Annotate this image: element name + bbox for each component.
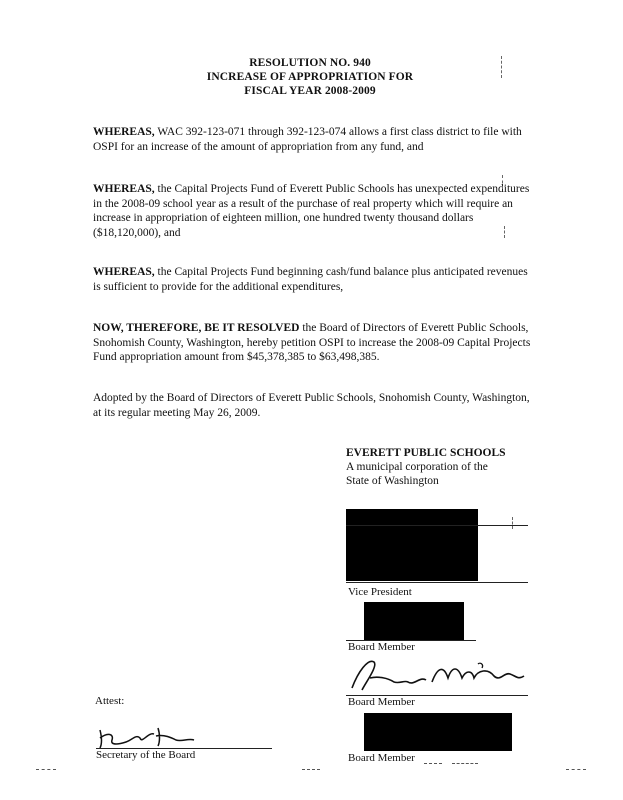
scan-artifact-mark <box>504 226 505 238</box>
secretary-label: Secretary of the Board <box>96 749 196 761</box>
whereas-paragraph-1 <box>93 125 533 154</box>
resolution-heading <box>150 56 470 98</box>
resolved-paragraph <box>93 321 533 365</box>
vice-president-label: Vice President <box>348 586 412 598</box>
whereas-lead-2: WHEREAS, <box>93 183 155 195</box>
scan-artifact-mark <box>512 517 513 529</box>
redacted-signature-vice-president <box>346 509 478 581</box>
scan-artifact-mark <box>502 175 503 189</box>
board-member-3-label: Board Member <box>348 752 415 764</box>
whereas-text-3: the Capital Projects Fund beginning cash/fund balance plus anticipated revenues is sufficient to provide for the additional expenditures, <box>93 266 528 293</box>
handwritten-signature-board-member-2 <box>348 652 528 696</box>
whereas-text-1: WAC 392-123-071 through 392-123-074 allows a first class district to file with OSPI for an increase of the amount of appropriation from any fund, and <box>93 126 522 153</box>
whereas-text-2: the Capital Projects Fund of Everett Public Schools has unexpected expenditures in the 2008-09 school year as a result of the purchase of real property which will require an increase in appropriation of eighteen million, one hundred twenty thousand dollars ($18,120,000), and <box>93 183 530 239</box>
resolved-text: the Board of Directors of Everett Public Schools, Snohomish County, Washington, hereby petition OSPI to increase the 2008-09 Capital Projects Fund appropriation amount from $45,378,385 to $63,498,385. <box>93 322 531 363</box>
dash-mark <box>424 763 442 764</box>
attest-label: Attest: <box>95 695 125 707</box>
handwritten-signature-secretary <box>96 724 226 750</box>
organization-block <box>346 446 506 488</box>
redacted-signature-board-member-1 <box>364 602 464 640</box>
resolution-number: RESOLUTION NO. 940 <box>249 57 371 69</box>
signature-line-vice-president <box>346 582 528 583</box>
scan-artifact-mark <box>501 56 502 78</box>
whereas-lead-3: WHEREAS, <box>93 266 155 278</box>
scan-artifact-mark <box>302 769 320 770</box>
whereas-paragraph-2 <box>93 182 533 240</box>
organization-description: A municipal corporation of the <box>346 461 488 473</box>
board-member-2-label: Board Member <box>348 696 415 708</box>
board-member-1-label: Board Member <box>348 641 415 653</box>
organization-name: EVERETT PUBLIC SCHOOLS <box>346 447 506 459</box>
adopted-paragraph: Adopted by the Board of Directors of Everett Public Schools, Snohomish County, Washington, at its regular meeting May 26, 2009. <box>93 392 530 419</box>
organization-state: State of Washington <box>346 475 439 487</box>
signature-line-extension <box>346 525 528 526</box>
scan-artifact-mark <box>566 769 586 770</box>
resolved-lead: NOW, THEREFORE, BE IT RESOLVED <box>93 322 300 334</box>
fiscal-year: FISCAL YEAR 2008-2009 <box>244 85 376 97</box>
whereas-paragraph-3 <box>93 265 533 294</box>
resolution-subject: INCREASE OF APPROPRIATION FOR <box>206 71 414 83</box>
scan-artifact-mark <box>36 769 56 770</box>
whereas-lead-1: WHEREAS, <box>93 126 155 138</box>
redacted-signature-board-member-3 <box>364 713 512 751</box>
dash-mark <box>452 763 478 764</box>
